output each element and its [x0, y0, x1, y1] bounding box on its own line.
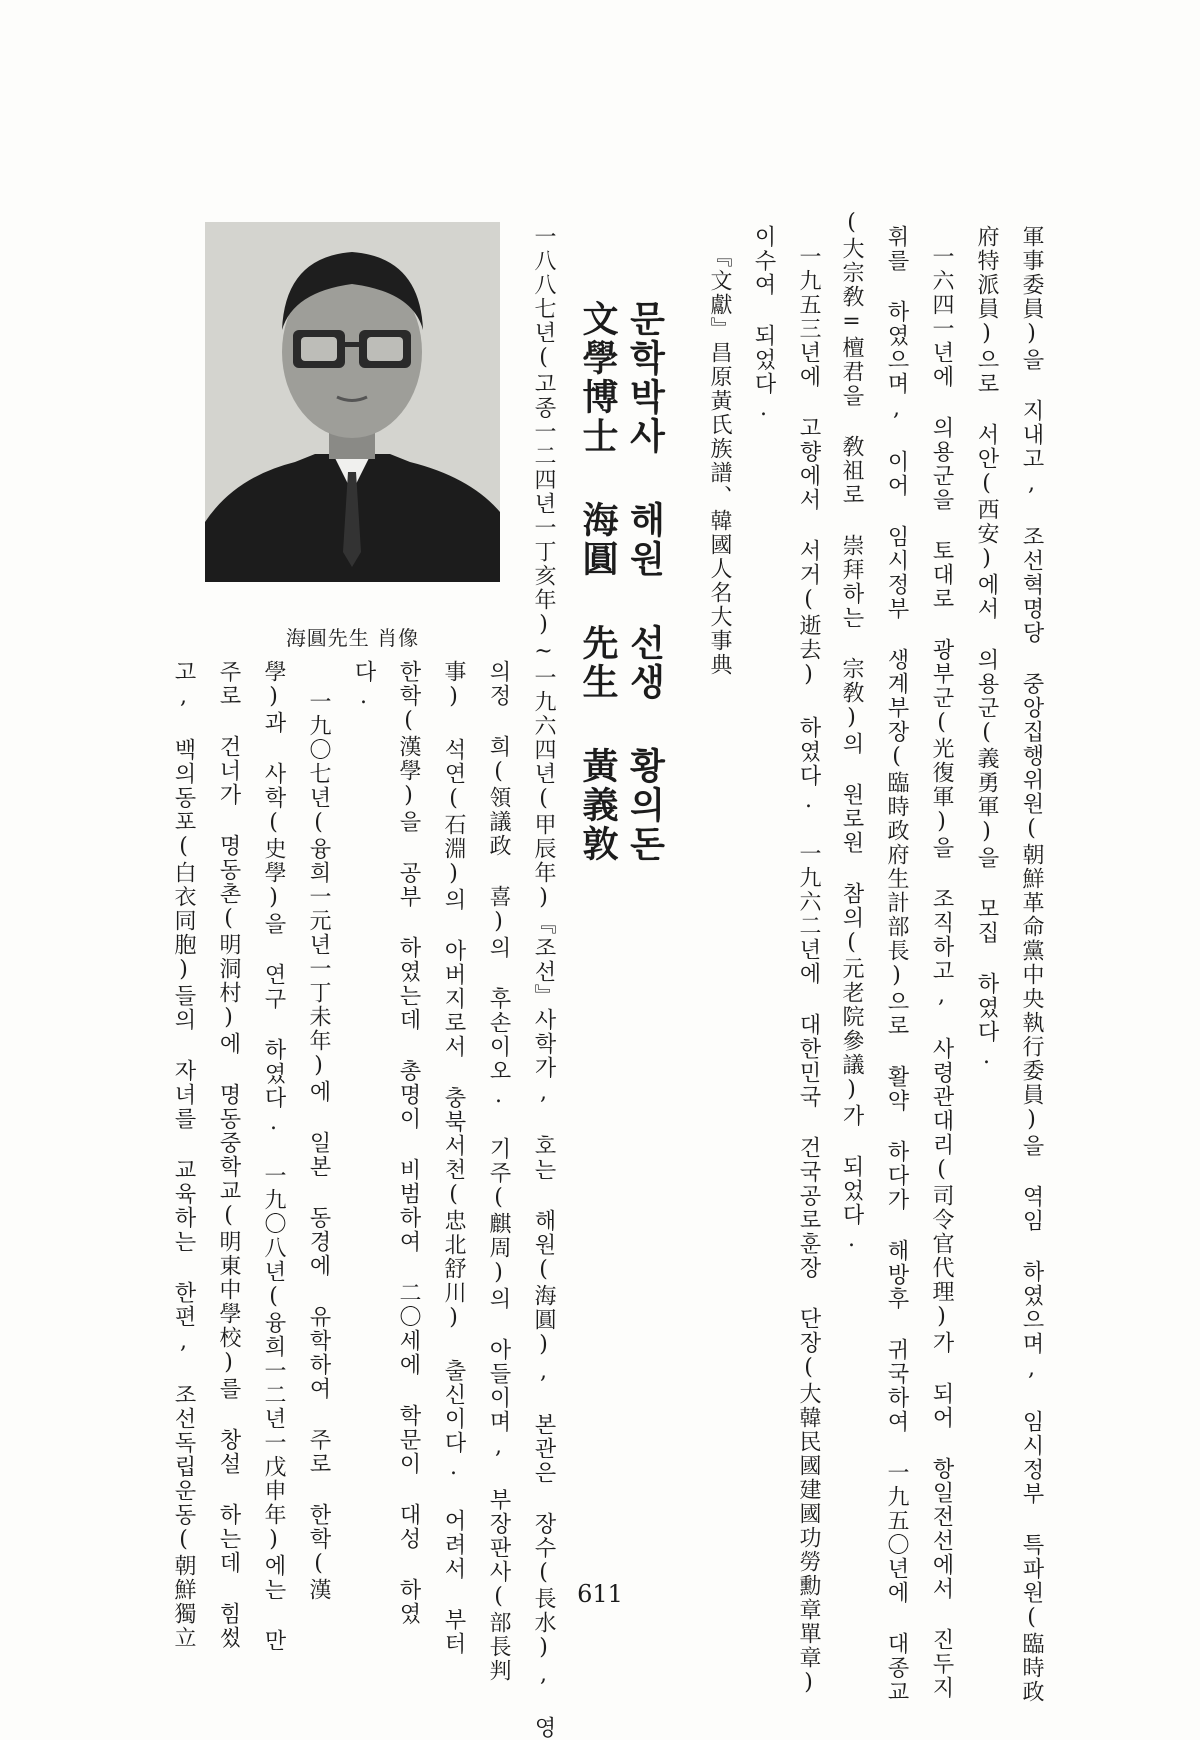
lower-column-8: 주로 건너가 명동촌(明洞村)에 명동중학교(明東中學校)를 창설 하는데 힘썼 [216, 660, 241, 1650]
lower-column-6: 一九〇七년(융희一元년一丁未年)에 일본 동경에 유학하여 주로 한학(漢 [306, 690, 331, 1602]
page-number: 611 [577, 1580, 623, 1608]
upper-column-3: 一六四一년에 의용군을 토대로 광부군(光復軍)을 조직하고, 사령관대리(司令官代理)가 되어 항일전선에서 진두지 [929, 245, 954, 1700]
lower-column-5: 다. [351, 660, 376, 711]
upper-column-7: 이수여 되었다. [751, 225, 776, 423]
lower-column-9: 고, 백의동포(白衣同胞)들의 자녀를 교육하는 한편, 조선독립운동(朝鮮獨立 [171, 660, 196, 1650]
upper-column-1: 軍事委員)을 지내고, 조선혁명당 중앙집행위원(朝鮮革命黨中央執行委員)을 역임 하였으며, 임시정부 특파원(臨時政 [1019, 225, 1044, 1704]
portrait-photo [205, 222, 500, 582]
references: 『文獻』昌原黃氏族譜、韓國人名大事典 [707, 245, 732, 677]
lower-column-3: 事) 석연(石淵)의 아버지로서 충북서천(忠北舒川) 출신이다. 어려서 부터 [441, 660, 466, 1656]
lower-column-4: 한학(漢學)을 공부 하였는데 총명이 비범하여 二〇세에 학문이 대성 하였 [396, 660, 421, 1626]
title-hangul: 문학박사 해원 선생 황의돈 [624, 300, 666, 864]
upper-column-6: 一九五三년에 고향에서 서거(逝去) 하였다. 一九六二년에 대한민국 건국공로훈장 단장(大韓民國建國功勞勳章單章) [796, 245, 821, 1697]
lower-column-2: 의정 희(領議政 喜)의 후손이오. 기주(麒周)의 아들이며, 부장판사(部長判 [486, 660, 511, 1683]
photo-caption: 海圓先生 肖像 [285, 626, 420, 650]
upper-column-5: (大宗敎=檀君을 敎祖로 崇拜하는 宗敎)의 원로원 참의(元老院參議)가 되었다. [839, 210, 864, 1254]
portrait-image [205, 222, 500, 582]
title-hanja: 文學博士 海圓 先生 黃義敦 [577, 300, 619, 864]
lower-column-1: 一八八七년(고종一二四년一丁亥年)~一九六四년(甲辰年)『조선』사학가, 호는 해원(海圓), 본관은 장수(長水), 영 [531, 225, 556, 1740]
upper-column-2: 府特派員)으로 서안(西安)에서 의용군(義勇軍)을 모집 하였다. [974, 225, 999, 1071]
lower-column-7: 學)과 사학(史學)을 연구 하였다. 一九〇八년(융희一二년一戊申年)에는 만 [261, 660, 286, 1653]
upper-column-4: 휘를 하였으며, 이어 임시정부 생계부장(臨時政府生計部長)으로 활약 하다가 해방후 귀국하여 一九五〇년에 대종교 [884, 225, 909, 1704]
